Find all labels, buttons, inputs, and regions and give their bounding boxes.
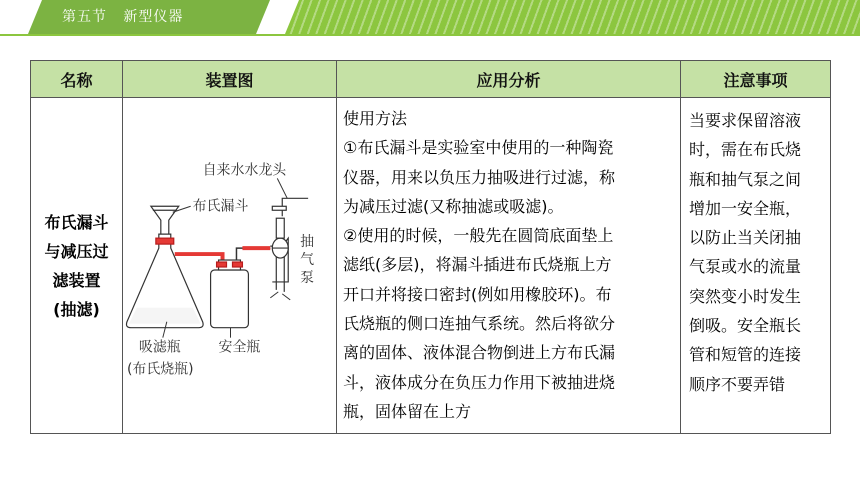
note-line: 气泵或水的流量 — [689, 257, 802, 277]
label-safety-bottle: 安全瓶 — [218, 339, 261, 356]
name-line: 与减压过 — [44, 241, 109, 261]
section-name: 新型仪器 — [123, 9, 184, 25]
label-pump-2: 气 — [300, 252, 315, 269]
label-pump-1: 抽 — [300, 234, 315, 251]
table-row — [31, 98, 831, 434]
section-title — [62, 6, 183, 26]
note-line: 突然变小时发生 — [689, 286, 802, 306]
note-line: 以防止当关闭抽 — [689, 228, 802, 248]
name-line: (抽滤) — [53, 299, 100, 319]
instrument-name-cell — [31, 98, 123, 434]
application-line: ①布氏漏斗是实验室中使用的一种陶瓷 — [343, 138, 614, 158]
application-line: 斗，液体成分在负压力作用下被抽进烧 — [343, 372, 616, 392]
application-line: 开口并将接口密封(例如用橡胶环)。布 — [343, 284, 612, 304]
vacuum-filtration-diagram — [123, 98, 336, 433]
table-header-row — [31, 61, 831, 98]
header-diagram: 装置图 — [123, 61, 337, 98]
application-line: 使用方法 — [343, 109, 408, 128]
application-line: 滤纸(多层)，将漏斗插进布氏烧瓶上方 — [343, 255, 612, 275]
header-stripes — [285, 0, 860, 34]
note-line: 顺序不要弄错 — [689, 374, 786, 394]
note-line: 瓶和抽气泵之间 — [689, 169, 802, 189]
note-line: 时，需在布氏烧 — [689, 140, 802, 160]
section-number: 第五节 — [62, 9, 107, 25]
application-line: 离的固体、液体混合物倒进上方布氏漏 — [343, 343, 616, 363]
label-tap: 自来水水龙头 — [202, 162, 287, 179]
label-flask-alt: (布氏烧瓶) — [126, 361, 194, 378]
application-line: ②使用的时候，一般先在圆筒底面垫上 — [343, 226, 614, 246]
note-line: 管和短管的连接 — [689, 345, 802, 365]
leader-line — [277, 178, 287, 198]
header-name: 名称 — [31, 61, 123, 98]
header-underline — [0, 34, 860, 36]
note-line: 倒吸。安全瓶长 — [689, 316, 802, 336]
application-line: 瓶，固体留在上方 — [343, 401, 472, 421]
application-line: 氏烧瓶的侧口连抽气系统。然后将欲分 — [343, 314, 616, 334]
safety-bottle — [211, 260, 249, 328]
notes-cell — [681, 98, 831, 434]
suction-flask — [126, 234, 203, 328]
application-cell — [337, 98, 681, 434]
note-line: 增加一安全瓶， — [689, 198, 802, 218]
buchner-funnel — [151, 206, 179, 234]
header-application: 应用分析 — [337, 61, 681, 98]
top-header-bar — [0, 0, 860, 36]
label-pump-3: 泵 — [300, 269, 315, 286]
name-line: 滤装置 — [52, 270, 101, 290]
instrument-table — [30, 60, 831, 434]
application-line: 仪器，用来以负压力抽吸进行过滤，称 — [343, 167, 616, 187]
header-notes: 注意事项 — [681, 61, 831, 98]
label-funnel: 布氏漏斗 — [192, 198, 249, 215]
application-line: 为减压过滤(又称抽滤或吸滤)。 — [343, 196, 564, 216]
diagram-cell — [123, 98, 337, 434]
note-line: 当要求保留溶液 — [689, 111, 802, 130]
name-line: 布氏漏斗 — [44, 212, 109, 232]
label-flask: 吸滤瓶 — [138, 339, 181, 356]
